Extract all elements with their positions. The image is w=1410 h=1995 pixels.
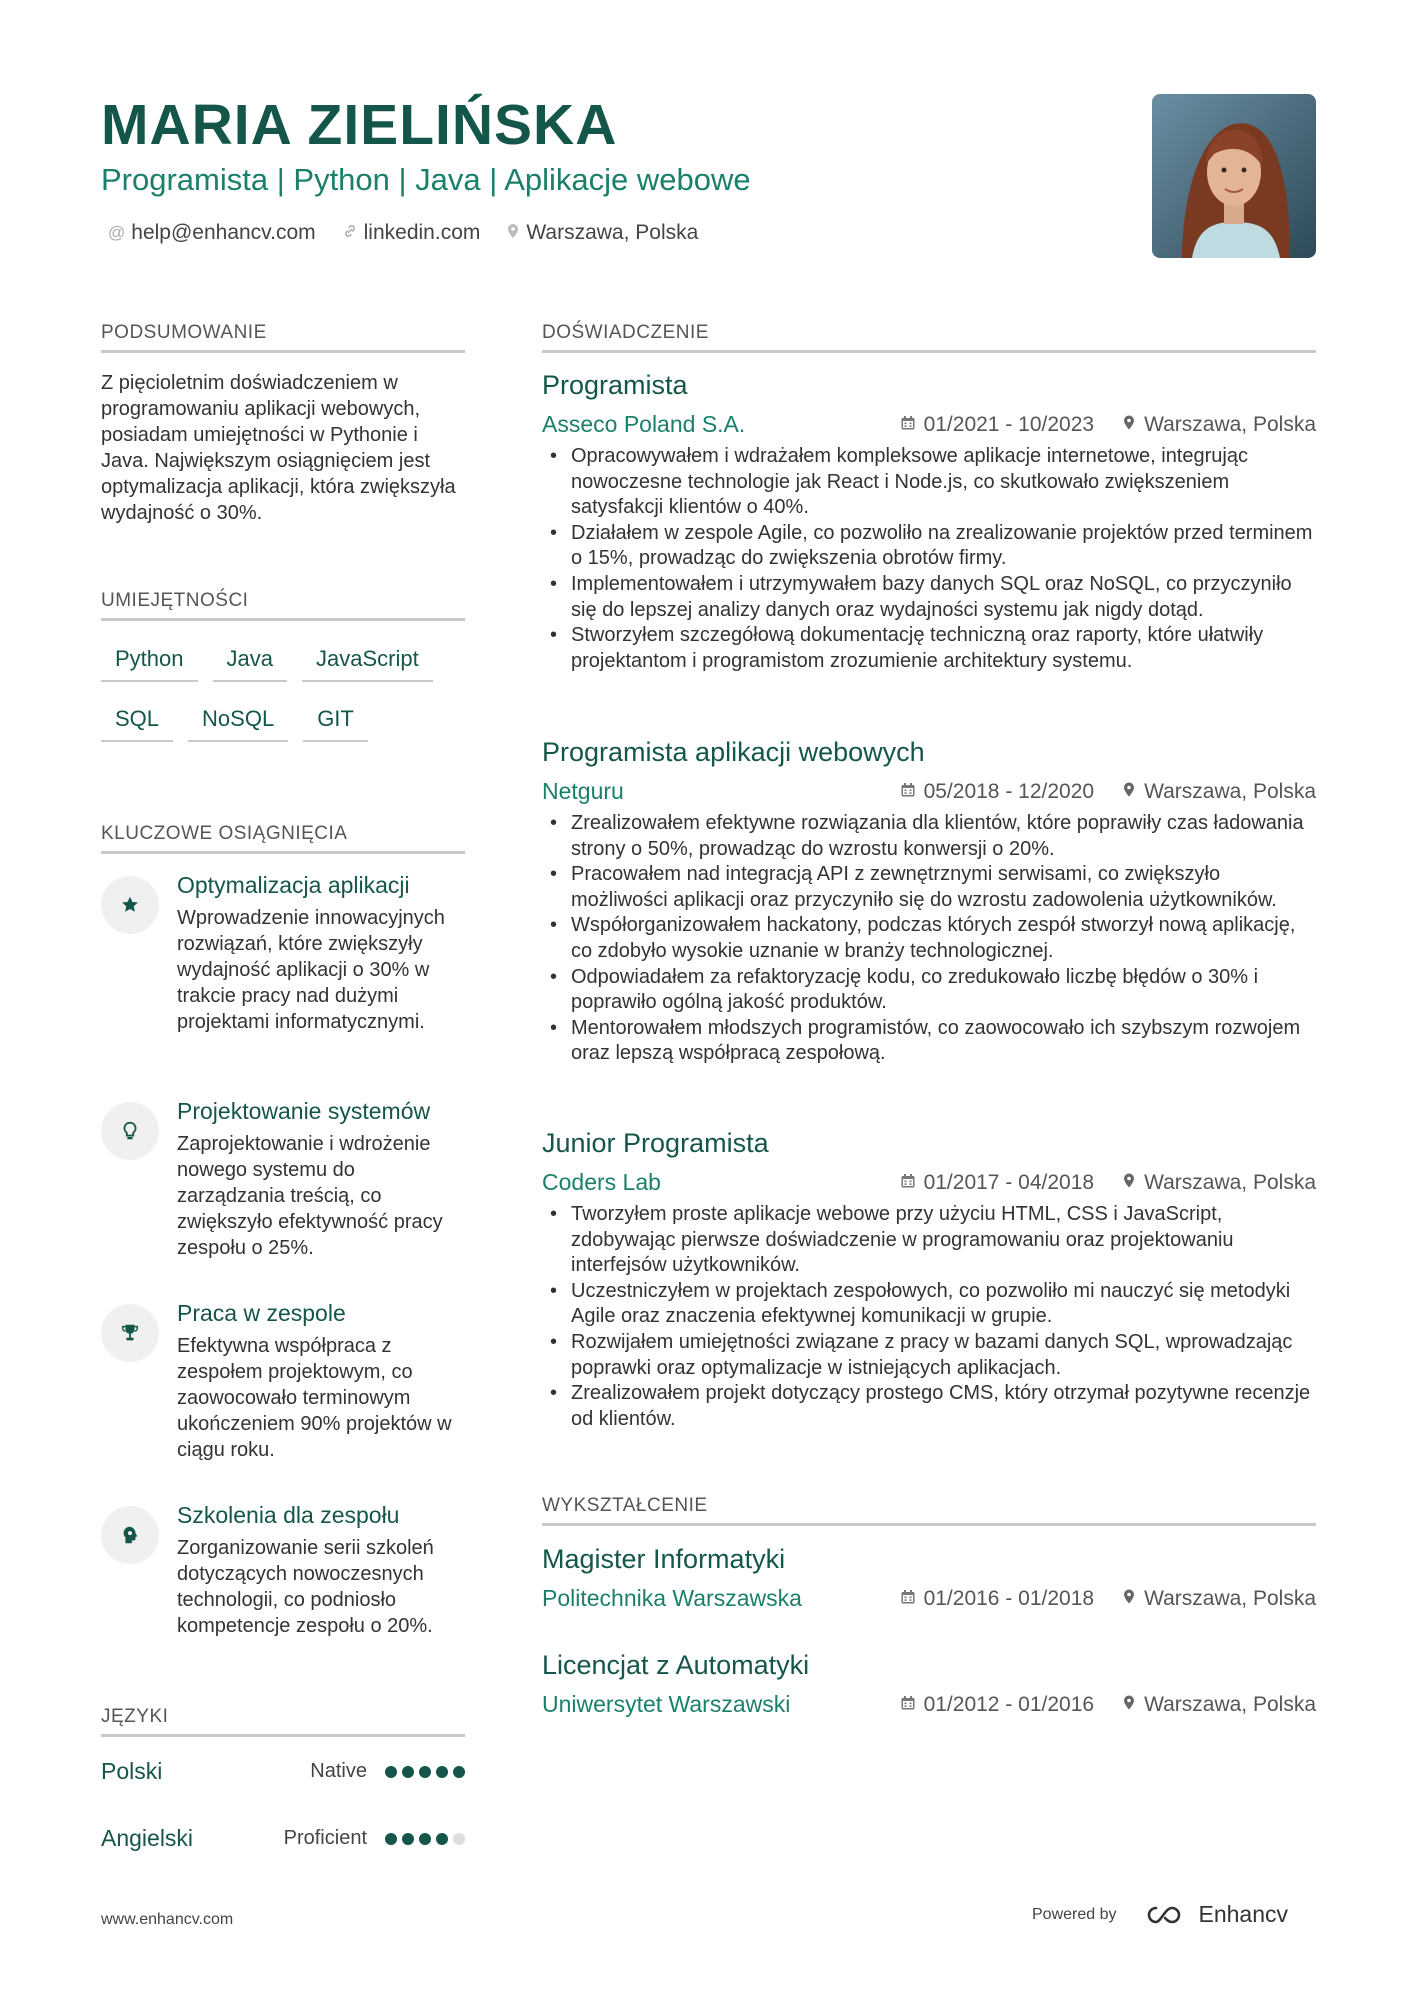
calendar-icon bbox=[900, 780, 916, 804]
calendar-icon bbox=[900, 1171, 916, 1195]
job-bullet: • Implementowałem i utrzymywałem bazy danych SQL oraz NoSQL, co przyczyniło się do lepszej analizy danych oraz wydajności systemu jak nigdy dotąd. bbox=[542, 572, 1316, 623]
infinity-logo-icon bbox=[1143, 1903, 1191, 1927]
language-name: Angielski bbox=[101, 1825, 194, 1851]
job-bullet: • Mentorowałem młodszych programistów, co zaowocowało ich szybszym rozwojem oraz lepszą współpracą zespołową. bbox=[542, 1016, 1316, 1067]
star-icon bbox=[101, 876, 159, 934]
company-name: Coders Lab bbox=[542, 1169, 661, 1195]
headline: Programista | Python | Java | Aplikacje webowe bbox=[101, 162, 751, 197]
education-section-title: WYKSZTAŁCENIE bbox=[542, 1495, 1316, 1526]
job-title: Junior Programista bbox=[542, 1128, 769, 1158]
achievement-item bbox=[101, 872, 465, 1035]
job-title: Programista aplikacji webowych bbox=[542, 737, 925, 767]
experience-item bbox=[542, 370, 1316, 674]
job-bullet: • Współorganizowałem hackatony, podczas których zespół stworzył nową aplikację, co zdobyło wysokie uznanie w branży technologicznej. bbox=[542, 913, 1316, 964]
achievement-item bbox=[101, 1300, 465, 1463]
contact-email[interactable] bbox=[108, 221, 316, 245]
skill-tag: Java bbox=[213, 642, 287, 682]
experience-item bbox=[542, 737, 1316, 1067]
map-pin-icon bbox=[1122, 1693, 1136, 1717]
proficiency-dot-filled bbox=[436, 1766, 448, 1778]
skills-list bbox=[101, 642, 465, 762]
head-gear-icon bbox=[101, 1506, 159, 1564]
language-item bbox=[101, 1825, 465, 1852]
degree-title: Licencjat z Automatyki bbox=[542, 1650, 810, 1680]
achievement-description: Zaprojektowanie i wdrożenie nowego systemu do zarządzania treścią, co zwiększyło efektywność pracy zespołu o 25%. bbox=[177, 1133, 443, 1259]
map-pin-icon bbox=[506, 223, 520, 244]
job-bullet: • Zrealizowałem efektywne rozwiązania dla klientów, które poprawiły czas ładowania strony o 50%, prowadząc do wzrostu konwersji o 20%. bbox=[542, 811, 1316, 862]
education-dates: 01/2016 - 01/2018 bbox=[923, 1586, 1095, 1610]
skill-tag: GIT bbox=[303, 702, 368, 742]
map-pin-icon bbox=[1122, 413, 1136, 437]
job-bullets bbox=[542, 444, 1316, 674]
company-name: Asseco Poland S.A. bbox=[542, 411, 746, 437]
education-item bbox=[542, 1650, 1316, 1718]
experience-item bbox=[542, 1128, 1316, 1432]
footer-url[interactable]: www.enhancv.com bbox=[101, 1911, 234, 1928]
language-level: Proficient bbox=[283, 1827, 367, 1849]
job-bullet: • Działałem w zespole Agile, co pozwoliło na zrealizowanie projektów przed terminem o 15%, prowadząc do zwiększenia obrotów firmy. bbox=[542, 521, 1316, 572]
calendar-icon bbox=[900, 413, 916, 437]
job-location: Warszawa, Polska bbox=[1144, 412, 1316, 436]
job-location: Warszawa, Polska bbox=[1144, 1170, 1316, 1194]
achievement-description: Wprowadzenie innowacyjnych rozwiązań, które zwiększyły wydajność aplikacji o 30% w trakcie pracy nad dużymi projektami informatycznymi. bbox=[177, 907, 445, 1033]
summary-text: Z pięcioletnim doświadczeniem w programowaniu aplikacji webowych, posiadam umiejętności w Pythonie i Java. Największym osiągnięciem jest optymalizacja aplikacji, która zwiększyła wydajność o 30%. bbox=[101, 372, 456, 524]
achievement-title: Praca w zespole bbox=[177, 1300, 346, 1326]
proficiency-dot-empty bbox=[453, 1833, 465, 1845]
proficiency-dot-filled bbox=[385, 1766, 397, 1778]
brand-name: Enhancv bbox=[1198, 1901, 1289, 1927]
skill-tag: NoSQL bbox=[188, 702, 288, 742]
map-pin-icon bbox=[1122, 1587, 1136, 1611]
job-bullet: • Stworzyłem szczegółową dokumentację techniczną oraz raporty, które ułatwiły projektantom i programistom zrozumienie architektury systemu. bbox=[542, 623, 1316, 674]
trophy-icon bbox=[101, 1304, 159, 1362]
achievements-section-title: KLUCZOWE OSIĄGNIĘCIA bbox=[101, 823, 465, 854]
proficiency-dot-filled bbox=[436, 1833, 448, 1845]
proficiency-dot-filled bbox=[385, 1833, 397, 1845]
skills-section-title: UMIEJĘTNOŚCI bbox=[101, 590, 465, 621]
proficiency-dot-filled bbox=[453, 1766, 465, 1778]
language-item bbox=[101, 1758, 465, 1785]
link-icon bbox=[342, 223, 358, 244]
achievement-description: Zorganizowanie serii szkoleń dotyczących nowoczesnych technologii, co podniosło kompetencje zespołu o 20%. bbox=[177, 1537, 434, 1637]
profile-photo bbox=[1152, 94, 1316, 258]
job-dates: 01/2017 - 04/2018 bbox=[923, 1170, 1095, 1194]
education-dates: 01/2012 - 01/2016 bbox=[923, 1692, 1095, 1716]
proficiency-dot-filled bbox=[419, 1833, 431, 1845]
candidate-name: MARIA ZIELIŃSKA bbox=[101, 93, 618, 157]
achievement-item bbox=[101, 1098, 465, 1261]
job-dates: 01/2021 - 10/2023 bbox=[923, 412, 1095, 436]
proficiency-dot-filled bbox=[402, 1766, 414, 1778]
job-bullet: • Opracowywałem i wdrażałem kompleksowe aplikacje internetowe, integrując nowoczesne technologie jak React i Node.js, co skutkowało zwiększeniem satysfakcji klientów o 40%. bbox=[542, 444, 1316, 521]
job-bullet: • Tworzyłem proste aplikacje webowe przy użyciu HTML, CSS i JavaScript, zdobywając pierwsze doświadczenie w programowaniu oraz projektowaniu interfejsów użytkowników. bbox=[542, 1202, 1316, 1279]
email-text: help@enhancv.com bbox=[131, 221, 316, 244]
achievement-title: Optymalizacja aplikacji bbox=[177, 872, 410, 898]
skill-tag: Python bbox=[101, 642, 198, 682]
proficiency-dot-filled bbox=[402, 1833, 414, 1845]
degree-title: Magister Informatyki bbox=[542, 1544, 786, 1574]
achievement-description: Efektywna współpraca z zespołem projektowym, co zaowocowało terminowym ukończeniem 90% projektów w ciągu roku. bbox=[177, 1335, 452, 1461]
job-bullet: • Odpowiadałem za refaktoryzację kodu, co zredukowało liczbę błędów o 30% i poprawiło ogólną jakość produktów. bbox=[542, 965, 1316, 1016]
lightbulb-icon bbox=[101, 1102, 159, 1160]
linkedin-text: linkedin.com bbox=[363, 221, 481, 244]
education-location: Warszawa, Polska bbox=[1144, 1692, 1316, 1716]
language-name: Polski bbox=[101, 1758, 163, 1784]
experience-section-title: DOŚWIADCZENIE bbox=[542, 322, 1316, 353]
job-dates: 05/2018 - 12/2020 bbox=[923, 779, 1095, 803]
language-proficiency-dots bbox=[385, 1766, 465, 1778]
skill-tag: JavaScript bbox=[302, 642, 433, 682]
map-pin-icon bbox=[1122, 1171, 1136, 1195]
location-text: Warszawa, Polska bbox=[526, 221, 699, 244]
enhancv-logo[interactable] bbox=[1143, 1901, 1289, 1928]
contact-location bbox=[506, 221, 698, 245]
achievement-title: Projektowanie systemów bbox=[177, 1098, 431, 1124]
languages-section-title: JĘZYKI bbox=[101, 1706, 465, 1737]
summary-section-title: PODSUMOWANIE bbox=[101, 322, 465, 353]
education-item bbox=[542, 1544, 1316, 1612]
achievement-item bbox=[101, 1502, 465, 1639]
at-icon: @ bbox=[108, 223, 126, 242]
school-name: Uniwersytet Warszawski bbox=[542, 1691, 791, 1717]
language-level: Native bbox=[310, 1760, 367, 1782]
job-bullet: • Pracowałem nad integracją API z zewnętrznymi serwisami, co zwiększyło możliwości aplikacji oraz przyczyniło się do wzrostu zadowolenia użytkowników. bbox=[542, 862, 1316, 913]
footer-branding bbox=[1032, 1901, 1288, 1928]
job-bullets bbox=[542, 1202, 1316, 1432]
contact-linkedin[interactable] bbox=[342, 221, 481, 245]
job-bullets bbox=[542, 811, 1316, 1067]
job-bullet: • Uczestniczyłem w projektach zespołowych, co pozwoliło mi nauczyć się metodyki Agile oraz znaczenia efektywnej komunikacji w grupie. bbox=[542, 1279, 1316, 1330]
job-bullet: • Zrealizowałem projekt dotyczący prostego CMS, który otrzymał pozytywne recenzje od klientów. bbox=[542, 1381, 1316, 1432]
school-name: Politechnika Warszawska bbox=[542, 1585, 802, 1611]
language-proficiency-dots bbox=[385, 1833, 465, 1845]
map-pin-icon bbox=[1122, 780, 1136, 804]
job-bullet: • Rozwijałem umiejętności związane z pracy w bazami danych SQL, wprowadzając poprawki oraz optymalizacje w istniejących aplikacjach. bbox=[542, 1330, 1316, 1381]
company-name: Netguru bbox=[542, 778, 624, 804]
education-location: Warszawa, Polska bbox=[1144, 1586, 1316, 1610]
contact-bar bbox=[108, 221, 698, 245]
job-title: Programista bbox=[542, 370, 688, 400]
calendar-icon bbox=[900, 1693, 916, 1717]
skill-tag: SQL bbox=[101, 702, 173, 742]
job-location: Warszawa, Polska bbox=[1144, 779, 1316, 803]
powered-by-text: Powered by bbox=[1032, 1905, 1117, 1923]
calendar-icon bbox=[900, 1587, 916, 1611]
achievement-title: Szkolenia dla zespołu bbox=[177, 1502, 400, 1528]
proficiency-dot-filled bbox=[419, 1766, 431, 1778]
